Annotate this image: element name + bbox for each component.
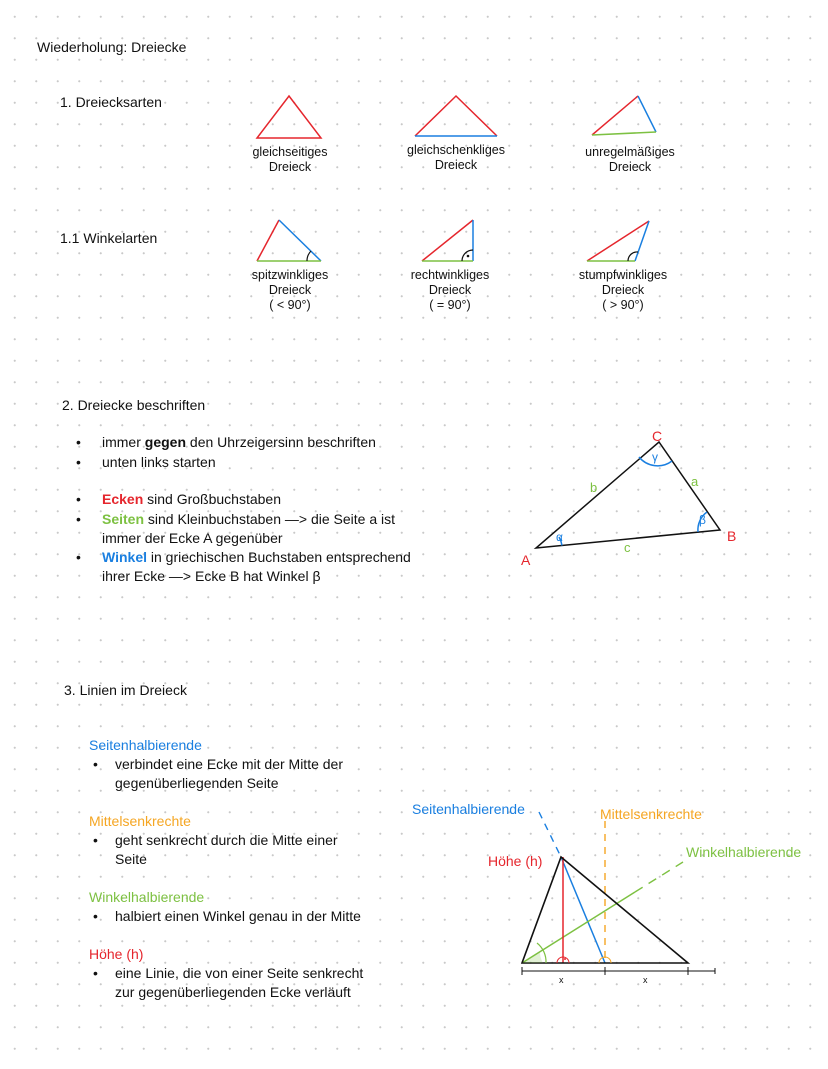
type-label-equilateral: gleichseitiges Dreieck [252,145,328,174]
term-height-desc: eine Linie, die von einer Seite senkrecht [115,965,364,981]
obtuse-triangle-diagram [585,218,655,264]
segment-mark-left: x [559,975,564,985]
side-label-b: b [590,480,598,495]
rule-angles-continued: ihrer Ecke —> Ecke B hat Winkel β [102,568,321,584]
bullet: • [93,908,98,924]
angle-label-gamma: γ [652,450,658,464]
rule-sides-continued: immer der Ecke A gegenüber [102,530,283,546]
angle-label-acute: spitzwinkliges Dreieck ( < 90°) [251,268,329,312]
scalene-triangle-diagram [590,95,660,140]
diagram-label-angle-bisector: Winkelhalbierende [686,844,802,860]
right-triangle-diagram [420,218,480,264]
side-label-a: a [691,474,699,489]
equilateral-triangle-diagram [255,95,325,140]
term-angle-bisector-desc: halbiert einen Winkel genau in der Mitte [115,908,361,924]
section-1-1-heading: 1.1 Winkelarten [60,230,158,246]
type-label-scalene: unregelmäßiges Dreieck [585,145,675,174]
section-2-heading: 2. Dreiecke beschriften [62,397,206,413]
corner-label-b: B [727,528,737,544]
rule-angles: Winkel in griechischen Buchstaben entsprechend [102,549,411,565]
angle-label-beta: β [699,513,706,527]
page-title: Wiederholung: Dreiecke [37,39,187,55]
term-angle-bisector: Winkelhalbierende [89,889,205,905]
term-median-desc-continued: gegenüberliegenden Seite [115,775,279,791]
diagram-label-perpendicular-bisector: Mittelsenkrechte [600,806,702,822]
corner-label-c: C [652,428,663,444]
term-median: Seitenhalbierende [89,737,202,753]
bullet: • [76,434,81,450]
acute-triangle-diagram [255,218,325,264]
bullet: • [93,756,98,772]
labeled-triangle-diagram [510,420,770,580]
diagram-label-height: Höhe (h) [488,853,543,869]
term-perpendicular-bisector-desc-continued: Seite [115,851,147,867]
term-height: Höhe (h) [89,946,144,962]
term-height-desc-continued: zur gegenüberliegenden Ecke verläuft [115,984,351,1000]
term-perpendicular-bisector-desc: geht senkrecht durch die Mitte einer [115,832,338,848]
bullet: • [76,549,81,565]
isosceles-triangle-diagram [413,95,499,140]
bullet: • [76,511,81,527]
rule-start-bottom-left: unten links starten [102,454,216,470]
section-3-heading: 3. Linien im Dreieck [64,682,187,698]
term-perpendicular-bisector: Mittelsenkrechte [89,813,191,829]
rule-corners: Ecken sind Großbuchstaben [102,491,281,507]
diagram-label-median: Seitenhalbierende [412,801,525,817]
term-median-desc: verbindet eine Ecke mit der Mitte der [115,756,343,772]
corner-label-a: A [521,552,531,568]
bullet: • [76,454,81,470]
triangle-lines-diagram [405,795,825,995]
angle-label-obtuse: stumpfwinkliges Dreieck ( > 90°) [578,268,668,312]
side-label-c: c [624,540,631,555]
bullet: • [76,491,81,507]
section-1-heading: 1. Dreiecksarten [60,94,162,110]
angle-label-alpha: α [556,530,563,544]
rule-counterclockwise: immer gegen den Uhrzeigersinn beschriften [102,434,376,450]
segment-mark-right: x [643,975,648,985]
angle-label-right: rechtwinkliges Dreieck ( = 90°) [410,268,490,312]
rule-sides: Seiten sind Kleinbuchstaben —> die Seite a ist [102,511,396,527]
type-label-isosceles: gleichschenkliges Dreieck [407,143,505,172]
bullet: • [93,832,98,848]
bullet: • [93,965,98,981]
